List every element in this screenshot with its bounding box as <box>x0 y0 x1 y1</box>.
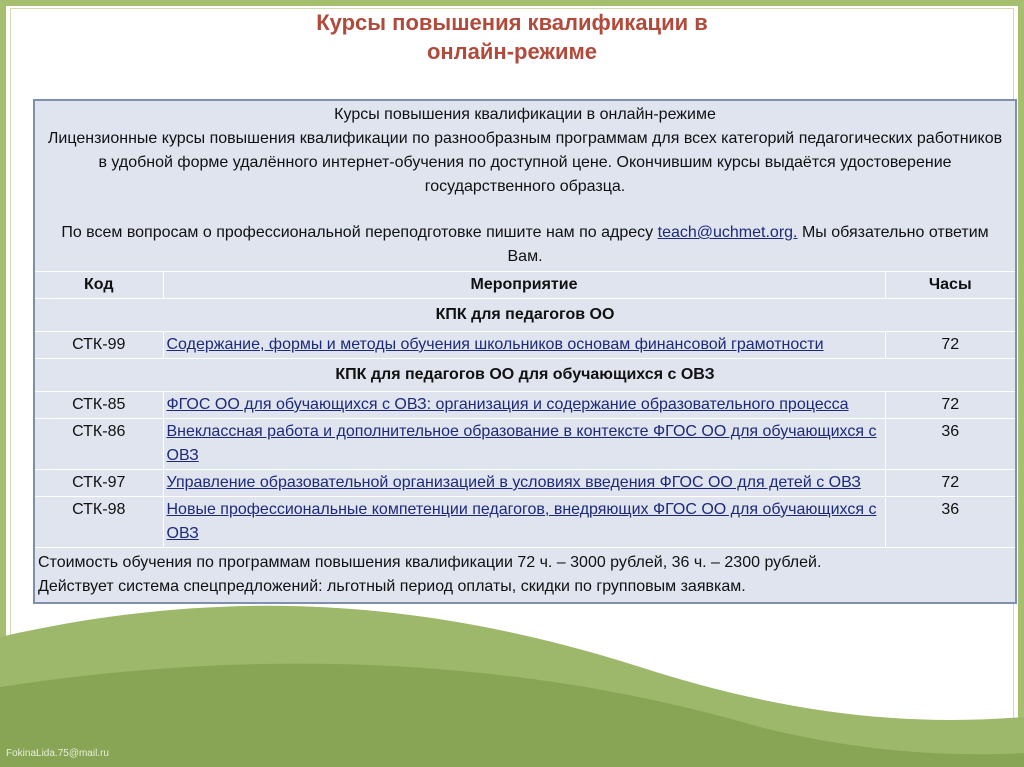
intro-cell <box>34 100 1016 272</box>
course-hours: 36 <box>885 497 1016 548</box>
table-row <box>34 470 1016 497</box>
intro-contact <box>45 221 1005 269</box>
page-title <box>0 8 1024 66</box>
section-title: КПК для педагогов ОО <box>34 299 1016 332</box>
course-event-cell <box>163 332 885 359</box>
course-hours: 72 <box>885 332 1016 359</box>
course-event-cell <box>163 497 885 548</box>
course-event-cell <box>163 419 885 470</box>
author-watermark: FokinaLida.75@mail.ru <box>6 748 109 759</box>
footer-offers: Действует система спецпредложений: льготный период оплаты, скидки по групповым заявкам. <box>38 578 746 595</box>
footer-price: Стоимость обучения по программам повышения квалификации 72 ч. – 3000 рублей, 36 ч. – 2300 рублей. <box>38 554 822 571</box>
column-header-code: Код <box>34 272 163 299</box>
section-row <box>34 299 1016 332</box>
course-link[interactable]: Внеклассная работа и дополнительное образование в контексте ФГОС ОО для обучающихся с ОВЗ <box>166 423 877 464</box>
course-event-cell <box>163 470 885 497</box>
footer-row <box>34 548 1016 604</box>
contact-prefix: По всем вопросам о профессиональной переподготовке пишите нам по адресу <box>61 224 654 241</box>
table-row <box>34 497 1016 548</box>
intro-heading: Курсы повышения квалификации в онлайн-режиме <box>334 106 716 123</box>
course-code: СТК-99 <box>34 332 163 359</box>
course-link[interactable]: Управление образовательной организацией в условиях введения ФГОС ОО для детей с ОВЗ <box>166 474 861 491</box>
courses-table <box>33 99 1017 604</box>
course-code: СТК-98 <box>34 497 163 548</box>
course-code: СТК-85 <box>34 392 163 419</box>
course-hours: 36 <box>885 419 1016 470</box>
email-link[interactable]: teach@uchmet.org. <box>657 224 798 241</box>
header-row <box>34 272 1016 299</box>
course-link[interactable]: ФГОС ОО для обучающихся с ОВЗ: организация и содержание образовательного процесса <box>166 396 849 413</box>
course-hours: 72 <box>885 392 1016 419</box>
table-row <box>34 332 1016 359</box>
column-header-hours: Часы <box>885 272 1016 299</box>
intro-description: Лицензионные курсы повышения квалификации по разнообразным программам для всех категорий педагогических работников в удобной форме удалённого интернет-обучения по доступной цене. Окончившим курсы выдаётся удостоверение государственного образца. <box>47 130 1003 195</box>
course-event-cell <box>163 392 885 419</box>
intro-row <box>34 100 1016 272</box>
courses-table-container <box>33 99 1015 604</box>
table-row <box>34 419 1016 470</box>
section-title: КПК для педагогов ОО для обучающихся с ОВЗ <box>34 359 1016 392</box>
course-code: СТК-97 <box>34 470 163 497</box>
course-hours: 72 <box>885 470 1016 497</box>
title-line-2: онлайн-режиме <box>426 39 598 64</box>
course-code: СТК-86 <box>34 419 163 470</box>
column-header-event: Мероприятие <box>163 272 885 299</box>
course-link[interactable]: Новые профессиональные компетенции педагогов, внедряющих ФГОС ОО для обучающихся с ОВЗ <box>166 501 877 542</box>
green-hills-decoration <box>0 577 1024 767</box>
section-row <box>34 359 1016 392</box>
title-line-1: Курсы повышения квалификации в <box>316 10 708 35</box>
table-row <box>34 392 1016 419</box>
course-link[interactable]: Содержание, формы и методы обучения школьников основам финансовой грамотности <box>166 336 824 353</box>
footer-cell <box>34 548 1016 604</box>
contact-suffix: Мы обязательно ответим Вам. <box>507 224 989 265</box>
